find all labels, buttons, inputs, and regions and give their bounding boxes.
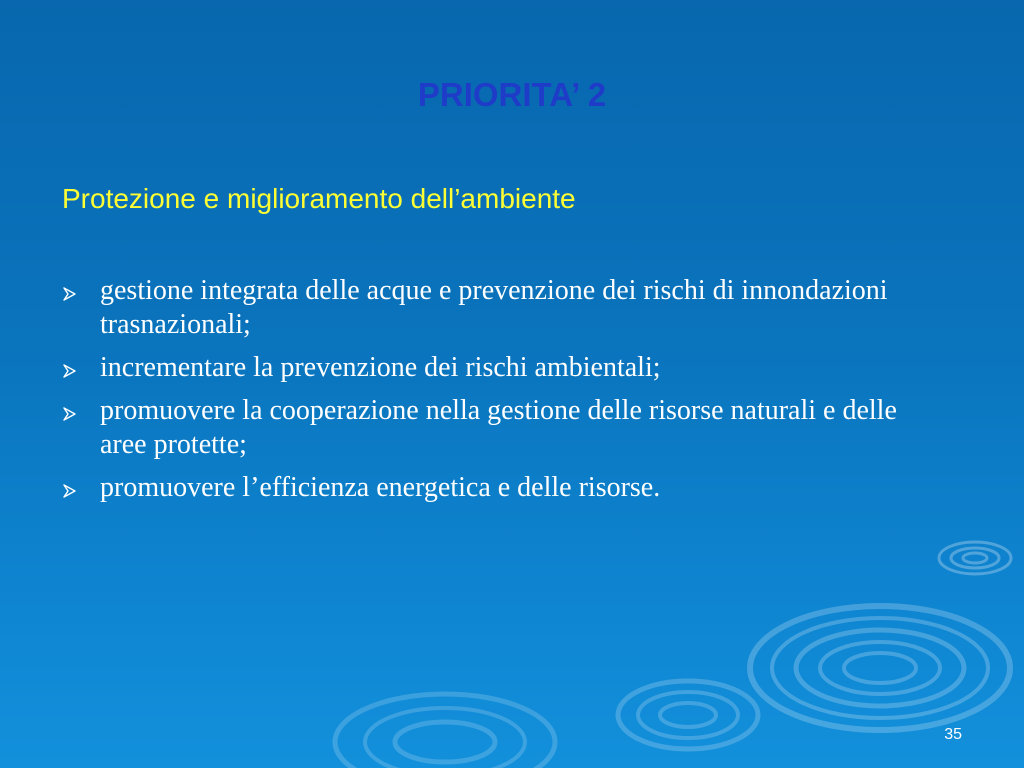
slide-number: 35 [944,726,962,743]
bullet-text: promuovere l’efficienza energetica e delle risorse. [100,472,661,503]
arrowhead-bullet-icon [62,483,78,499]
ripple-medium [618,681,758,749]
bullet-list [62,274,902,514]
arrowhead-bullet-icon [62,406,78,422]
ripple-large [750,606,1010,730]
slide-title: PRIORITA’ 2 [417,76,607,113]
bullet-text: promuovere la cooperazione nella gestione delle risorse naturali e delle aree protette; [100,395,897,460]
arrowhead-bullet-icon [62,286,78,302]
bullet-text: gestione integrata delle acque e prevenzione dei rischi di innondazioni trasnazionali; [100,275,888,340]
bullet-item [62,394,902,462]
bullet-item [62,351,902,385]
arrowhead-bullet-icon [62,363,78,379]
ripple-small [939,542,1011,574]
bullet-item [62,471,902,505]
ripple-bottom [335,694,555,768]
bullet-item [62,274,902,342]
bullet-text: incrementare la prevenzione dei rischi ambientali; [100,352,661,383]
slide-subtitle: Protezione e miglioramento dell’ambiente [62,183,576,214]
